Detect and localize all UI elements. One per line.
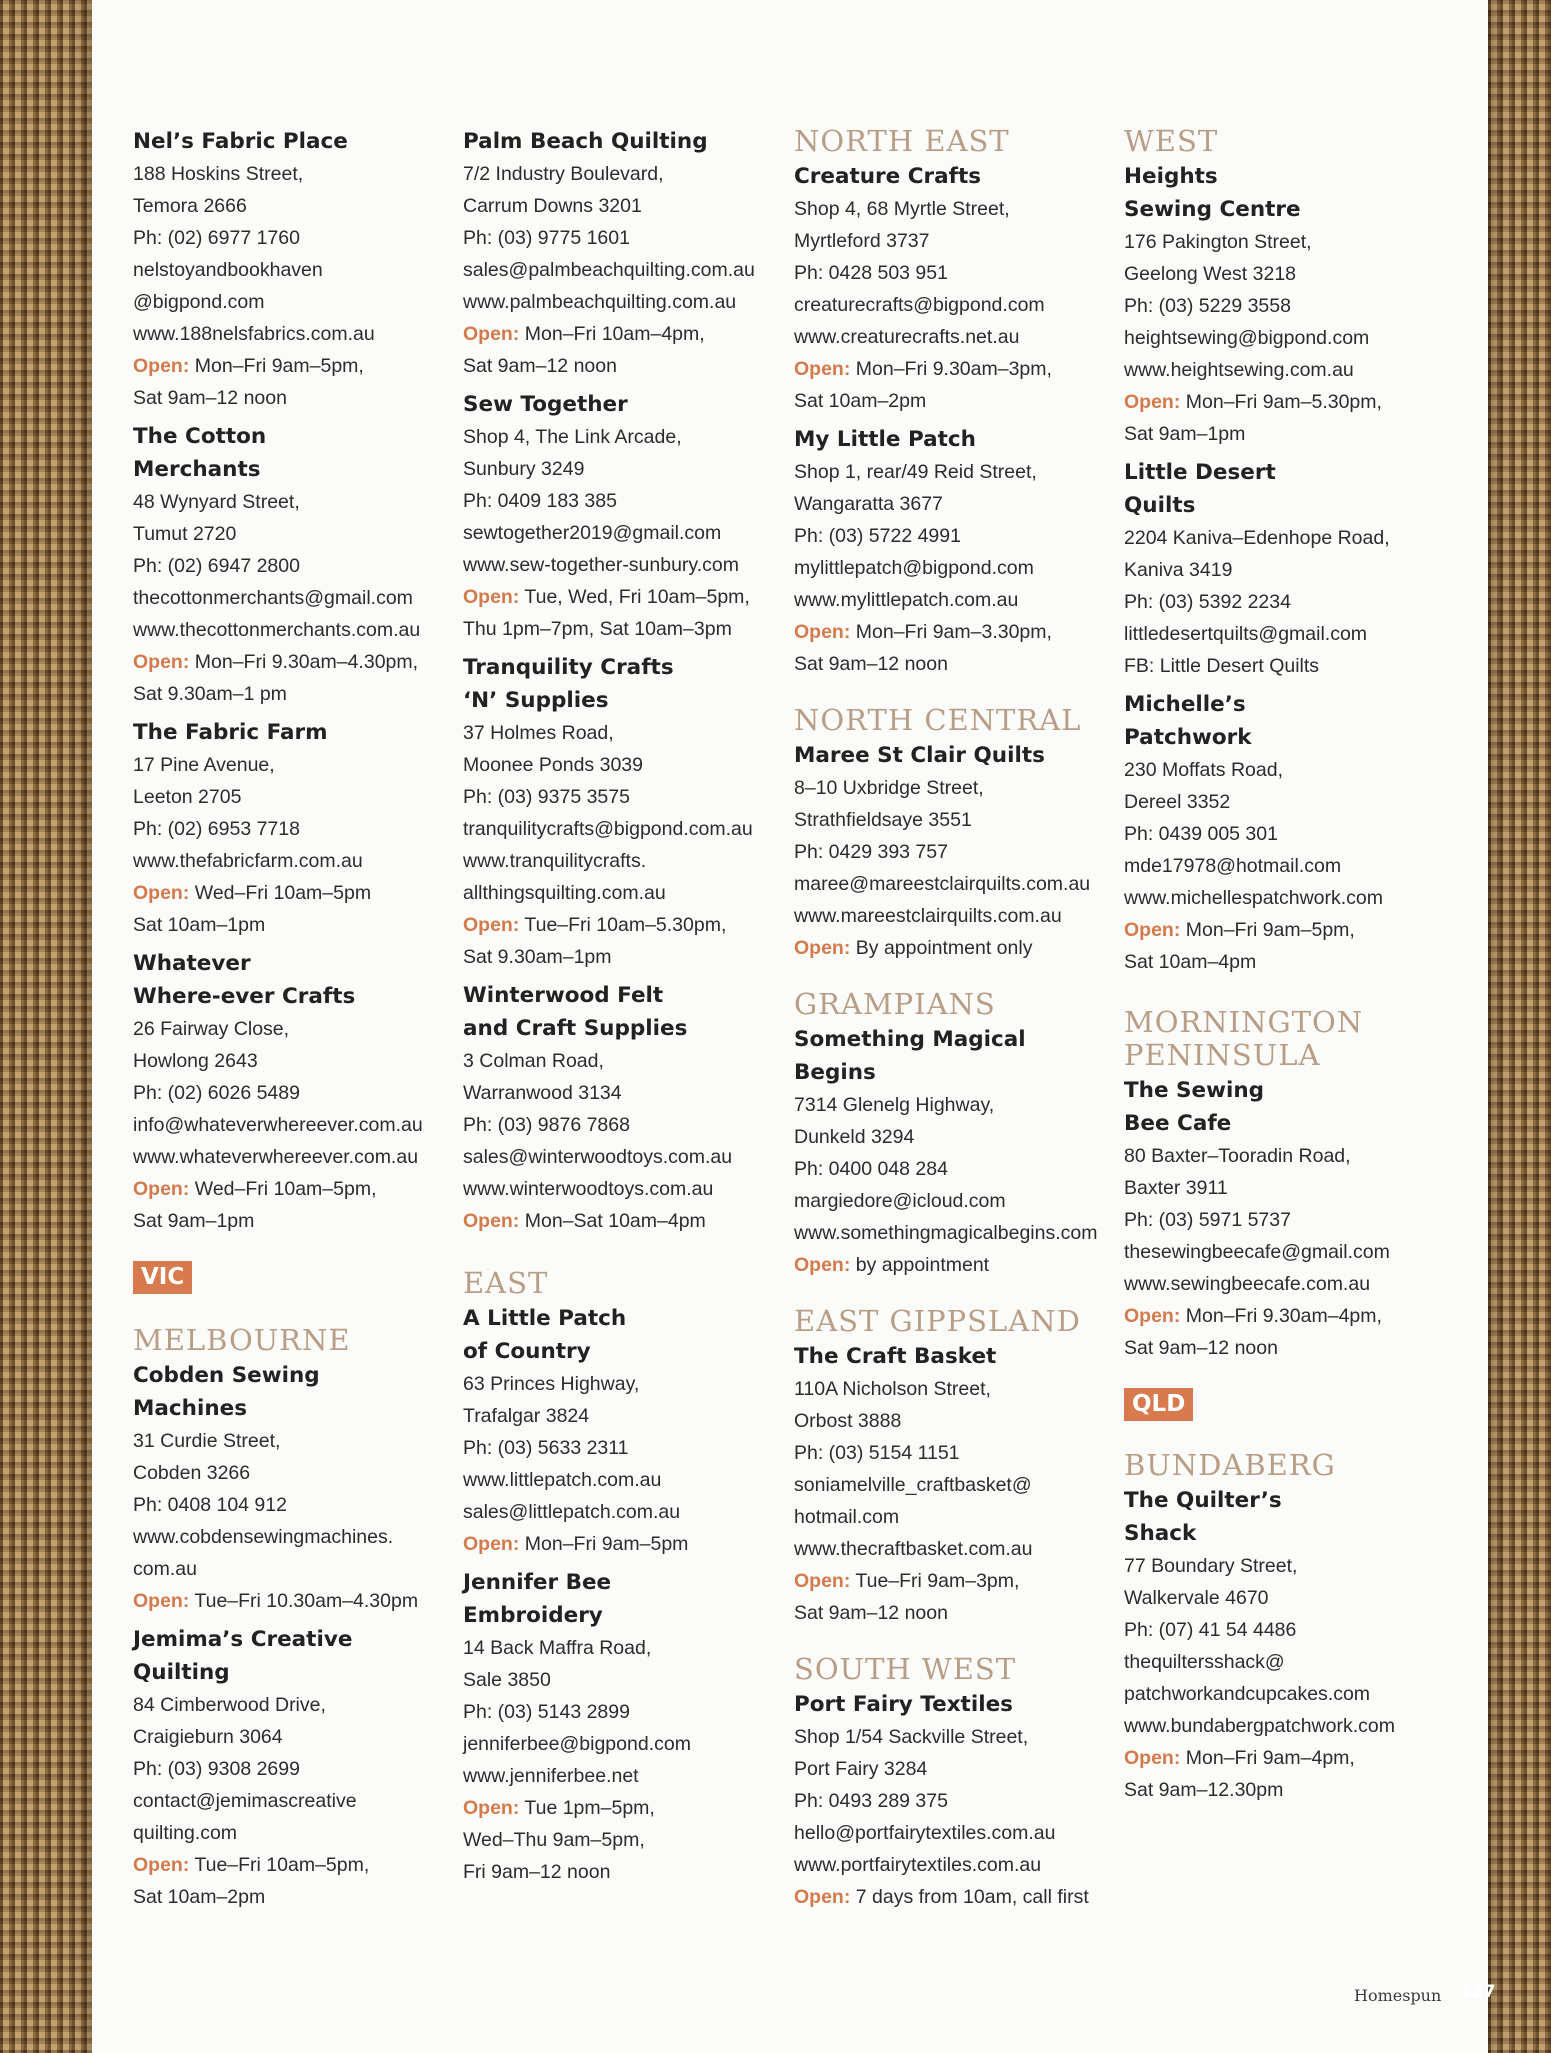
region-heading: BUNDABERG xyxy=(1124,1448,1336,1482)
opening-hours-continued: Sat 9am–1pm xyxy=(133,1210,255,1232)
store-detail: 17 Pine Avenue, xyxy=(133,754,275,776)
store-detail: www.mylittlepatch.com.au xyxy=(794,589,1019,611)
store-name: My Little Patch xyxy=(794,427,976,452)
store-detail: quilting.com xyxy=(133,1822,238,1844)
store-detail: Ph: 0408 104 912 xyxy=(133,1494,287,1516)
column-3 xyxy=(794,125,1104,1913)
store-detail: www.sewingbeecafe.com.au xyxy=(1124,1273,1371,1295)
column-4 xyxy=(1124,125,1434,1806)
store-detail: littledesertquilts@gmail.com xyxy=(1124,623,1368,645)
store-detail: hotmail.com xyxy=(794,1506,900,1528)
store-name: of Country xyxy=(463,1339,591,1364)
store-detail: Ph: 0429 393 757 xyxy=(794,841,948,863)
store-detail: www.michellespatchwork.com xyxy=(1124,887,1383,909)
open-hours-text: 7 days from 10am, call first xyxy=(855,1886,1089,1908)
open-label: Open: xyxy=(463,1210,520,1232)
opening-hours xyxy=(794,932,1104,964)
store-name: Palm Beach Quilting xyxy=(463,129,708,154)
page-number: 127 xyxy=(1460,1982,1496,2002)
store-name: Little Desert xyxy=(1124,460,1276,485)
open-label: Open: xyxy=(133,882,190,904)
store-detail: Leeton 2705 xyxy=(133,786,242,808)
store-detail: Walkervale 4670 xyxy=(1124,1587,1269,1609)
store-detail: Kaniva 3419 xyxy=(1124,559,1233,581)
store-detail: soniamelville_craftbasket@ xyxy=(794,1474,1032,1496)
store-detail: Craigieburn 3064 xyxy=(133,1726,283,1748)
store-detail: 80 Baxter–Tooradin Road, xyxy=(1124,1145,1351,1167)
store-detail: Ph: (03) 9308 2699 xyxy=(133,1758,300,1780)
store-name: Something Magical Begins xyxy=(794,1027,1026,1085)
store-detail: Ph: (07) 41 54 4486 xyxy=(1124,1619,1297,1641)
store-detail: www.mareestclairquilts.com.au xyxy=(794,905,1062,927)
store-detail: Cobden 3266 xyxy=(133,1462,251,1484)
open-hours-text: Mon–Fri 9am–5pm, xyxy=(1185,919,1355,941)
store-name: Embroidery xyxy=(463,1603,603,1628)
open-hours-text: Tue–Fri 10am–5pm, xyxy=(194,1854,370,1876)
store-detail: thequiltersshack@ xyxy=(1124,1651,1285,1673)
opening-hours xyxy=(463,581,773,613)
store-name: Patchwork xyxy=(1124,725,1252,750)
store-detail: sewtogether2019@gmail.com xyxy=(463,522,722,544)
store-name: Maree St Clair Quilts xyxy=(794,743,1045,768)
store-name: Bee Cafe xyxy=(1124,1111,1232,1136)
open-hours-text: Tue 1pm–5pm, xyxy=(524,1797,655,1819)
store-detail: heightsewing@bigpond.com xyxy=(1124,327,1370,349)
opening-hours xyxy=(1124,386,1434,418)
store-detail: allthingsquilting.com.au xyxy=(463,882,666,904)
open-hours-text: Mon–Fri 9am–5pm, xyxy=(194,355,364,377)
store-detail: Strathfieldsaye 3551 xyxy=(794,809,972,831)
store-detail: Shop 4, The Link Arcade, xyxy=(463,426,682,448)
store-detail: nelstoyandbookhaven xyxy=(133,259,323,281)
store-detail: Dunkeld 3294 xyxy=(794,1126,915,1148)
open-label: Open: xyxy=(794,1254,851,1276)
open-label: Open: xyxy=(463,914,520,936)
store-listing xyxy=(133,716,443,941)
region-heading: WEST xyxy=(1124,124,1219,158)
store-detail: @bigpond.com xyxy=(133,291,265,313)
opening-hours-continued: Fri 9am–12 noon xyxy=(463,1861,611,1883)
store-detail: Ph: (03) 5229 3558 xyxy=(1124,295,1291,317)
store-detail: Ph: 0409 183 385 xyxy=(463,490,617,512)
store-detail: creaturecrafts@bigpond.com xyxy=(794,294,1045,316)
store-detail: FB: Little Desert Quilts xyxy=(1124,655,1320,677)
store-listing xyxy=(463,1566,773,1888)
store-detail: 110A Nicholson Street, xyxy=(794,1378,991,1400)
store-detail: Ph: 0400 048 284 xyxy=(794,1158,948,1180)
store-name: Quilting xyxy=(133,1660,230,1685)
open-label: Open: xyxy=(463,1797,520,1819)
open-label: Open: xyxy=(794,1886,851,1908)
store-detail: Myrtleford 3737 xyxy=(794,230,930,252)
opening-hours-continued: Sat 10am–2pm xyxy=(133,1886,266,1908)
store-detail: thesewingbeecafe@gmail.com xyxy=(1124,1241,1390,1263)
store-listing xyxy=(794,160,1104,417)
store-detail: mde17978@hotmail.com xyxy=(1124,855,1342,877)
store-detail: Sunbury 3249 xyxy=(463,458,585,480)
open-hours-text: Tue–Fri 10.30am–4.30pm xyxy=(194,1590,419,1612)
store-detail: Ph: (02) 6947 2800 xyxy=(133,555,300,577)
store-detail: Trafalgar 3824 xyxy=(463,1405,590,1427)
open-label: Open: xyxy=(133,1854,190,1876)
store-listing xyxy=(463,1302,773,1560)
store-detail: jenniferbee@bigpond.com xyxy=(463,1733,691,1755)
opening-hours xyxy=(133,646,443,678)
store-name: Nel’s Fabric Place xyxy=(133,129,348,154)
store-detail: Ph: (03) 5722 4991 xyxy=(794,525,961,547)
region-heading: NORTH CENTRAL xyxy=(794,703,1082,737)
store-detail: www.winterwoodtoys.com.au xyxy=(463,1178,714,1200)
opening-hours-continued: Sat 9am–12 noon xyxy=(463,355,617,377)
open-hours-text: Mon–Fri 9am–5.30pm, xyxy=(1185,391,1382,413)
store-detail: Ph: (03) 9876 7868 xyxy=(463,1114,630,1136)
store-listing xyxy=(1124,1484,1434,1806)
opening-hours xyxy=(463,1528,773,1560)
store-detail: Ph: 0493 289 375 xyxy=(794,1790,948,1812)
open-label: Open: xyxy=(794,621,851,643)
store-detail: www.portfairytextiles.com.au xyxy=(794,1854,1042,1876)
store-detail: www.thefabricfarm.com.au xyxy=(133,850,363,872)
store-detail: www.cobdensewingmachines. xyxy=(133,1526,394,1548)
store-detail: Moonee Ponds 3039 xyxy=(463,754,643,776)
region-heading: EAST xyxy=(463,1266,549,1300)
store-name: Heights xyxy=(1124,164,1218,189)
opening-hours xyxy=(794,616,1104,648)
store-name: Machines xyxy=(133,1396,248,1421)
store-name: The Craft Basket xyxy=(794,1344,997,1369)
store-detail: tranquilitycrafts@bigpond.com.au xyxy=(463,818,753,840)
store-detail: 37 Holmes Road, xyxy=(463,722,614,744)
store-listing xyxy=(794,1340,1104,1629)
store-listing xyxy=(794,1688,1104,1913)
open-hours-text: Mon–Fri 9.30am–3pm, xyxy=(855,358,1052,380)
open-label: Open: xyxy=(463,323,520,345)
store-detail: info@whateverwhereever.com.au xyxy=(133,1114,423,1136)
store-detail: Temora 2666 xyxy=(133,195,247,217)
store-detail: sales@palmbeachquilting.com.au xyxy=(463,259,755,281)
store-detail: Tumut 2720 xyxy=(133,523,237,545)
region-heading: EAST GIPPSLAND xyxy=(794,1304,1081,1338)
store-detail: Ph: (03) 9375 3575 xyxy=(463,786,630,808)
store-detail: sales@littlepatch.com.au xyxy=(463,1501,681,1523)
store-detail: Orbost 3888 xyxy=(794,1410,902,1432)
store-detail: margiedore@icloud.com xyxy=(794,1190,1006,1212)
store-name: The Sewing xyxy=(1124,1078,1265,1103)
store-detail: Ph: (03) 9775 1601 xyxy=(463,227,630,249)
store-detail: maree@mareestclairquilts.com.au xyxy=(794,873,1091,895)
store-listing xyxy=(1124,688,1434,978)
open-hours-text: Tue–Fri 9am–3pm, xyxy=(855,1570,1020,1592)
open-hours-text: Mon–Fri 9am–5pm xyxy=(524,1533,689,1555)
opening-hours xyxy=(133,1173,443,1205)
opening-hours-continued: Wed–Thu 9am–5pm, xyxy=(463,1829,645,1851)
opening-hours-continued: Sat 9.30am–1pm xyxy=(463,946,612,968)
store-detail: 230 Moffats Road, xyxy=(1124,759,1283,781)
store-detail: www.whateverwhereever.com.au xyxy=(133,1146,419,1168)
store-detail: hello@portfairytextiles.com.au xyxy=(794,1822,1056,1844)
store-detail: www.bundabergpatchwork.com xyxy=(1124,1715,1395,1737)
store-detail: Baxter 3911 xyxy=(1124,1177,1228,1199)
store-name: Port Fairy Textiles xyxy=(794,1692,1013,1717)
store-listing xyxy=(463,979,773,1237)
opening-hours xyxy=(133,877,443,909)
store-detail: Ph: (03) 5633 2311 xyxy=(463,1437,629,1459)
store-detail: 3 Colman Road, xyxy=(463,1050,604,1072)
open-hours-text: Mon–Fri 9.30am–4pm, xyxy=(1185,1305,1382,1327)
opening-hours-continued: Sat 10am–4pm xyxy=(1124,951,1257,973)
store-detail: www.creaturecrafts.net.au xyxy=(794,326,1020,348)
store-detail: www.somethingmagicalbegins.com xyxy=(794,1222,1098,1244)
open-hours-text: Mon–Fri 9am–4pm, xyxy=(1185,1747,1355,1769)
open-label: Open: xyxy=(1124,391,1181,413)
region-heading: NORTH EAST xyxy=(794,124,1010,158)
store-name: Michelle’s xyxy=(1124,692,1246,717)
opening-hours xyxy=(794,1881,1104,1913)
store-name: Jennifer Bee xyxy=(463,1570,612,1595)
store-detail: Shop 1/54 Sackville Street, xyxy=(794,1726,1029,1748)
store-detail: 77 Boundary Street, xyxy=(1124,1555,1298,1577)
store-detail: Sale 3850 xyxy=(463,1669,551,1691)
store-detail: Ph: (02) 6977 1760 xyxy=(133,227,300,249)
store-name: Jemima’s Creative xyxy=(133,1627,353,1652)
opening-hours-continued: Sat 9am–12 noon xyxy=(794,653,948,675)
store-name: Creature Crafts xyxy=(794,164,982,189)
opening-hours xyxy=(794,1249,1104,1281)
store-listing xyxy=(1124,160,1434,450)
store-detail: Port Fairy 3284 xyxy=(794,1758,928,1780)
open-hours-text: By appointment only xyxy=(855,937,1033,959)
store-detail: Wangaratta 3677 xyxy=(794,493,943,515)
open-label: Open: xyxy=(463,1533,520,1555)
state-badge: VIC xyxy=(133,1261,192,1294)
store-detail: patchworkandcupcakes.com xyxy=(1124,1683,1371,1705)
store-detail: contact@jemimascreative xyxy=(133,1790,357,1812)
open-label: Open: xyxy=(463,586,520,608)
region-heading: GRAMPIANS xyxy=(794,987,996,1021)
store-name: Winterwood Felt xyxy=(463,983,664,1008)
opening-hours xyxy=(1124,914,1434,946)
store-name: Merchants xyxy=(133,457,261,482)
store-detail: 48 Wynyard Street, xyxy=(133,491,300,513)
store-detail: 7314 Glenelg Highway, xyxy=(794,1094,995,1116)
store-detail: Ph: 0439 005 301 xyxy=(1124,823,1278,845)
store-name: Sew Together xyxy=(463,392,628,417)
store-detail: 84 Cimberwood Drive, xyxy=(133,1694,326,1716)
store-detail: Shop 1, rear/49 Reid Street, xyxy=(794,461,1037,483)
store-name: The Fabric Farm xyxy=(133,720,328,745)
open-hours-text: Mon–Fri 10am–4pm, xyxy=(524,323,705,345)
opening-hours xyxy=(794,353,1104,385)
open-hours-text: Wed–Fri 10am–5pm xyxy=(194,882,372,904)
opening-hours-continued: Sat 9am–1pm xyxy=(1124,423,1246,445)
open-label: Open: xyxy=(133,651,190,673)
opening-hours xyxy=(463,318,773,350)
store-detail: sales@winterwoodtoys.com.au xyxy=(463,1146,733,1168)
store-name: ‘N’ Supplies xyxy=(463,688,609,713)
store-listing xyxy=(463,651,773,973)
opening-hours-continued: Sat 10am–1pm xyxy=(133,914,266,936)
store-detail: www.heightsewing.com.au xyxy=(1124,359,1354,381)
open-label: Open: xyxy=(1124,1305,1181,1327)
opening-hours xyxy=(133,1849,443,1881)
opening-hours xyxy=(463,1792,773,1824)
store-detail: 7/2 Industry Boulevard, xyxy=(463,163,664,185)
store-detail: www.tranquilitycrafts. xyxy=(463,850,647,872)
store-name: Shack xyxy=(1124,1521,1197,1546)
opening-hours xyxy=(1124,1742,1434,1774)
opening-hours-continued: Sat 9am–12 noon xyxy=(794,1602,948,1624)
store-detail: 176 Pakington Street, xyxy=(1124,231,1312,253)
store-detail: Ph: (02) 6953 7718 xyxy=(133,818,300,840)
region-heading: SOUTH WEST xyxy=(794,1652,1017,1686)
opening-hours xyxy=(463,909,773,941)
open-label: Open: xyxy=(794,937,851,959)
store-detail: Warranwood 3134 xyxy=(463,1082,622,1104)
open-hours-text: Tue, Wed, Fri 10am–5pm, xyxy=(524,586,750,608)
opening-hours xyxy=(1124,1300,1434,1332)
opening-hours xyxy=(133,350,443,382)
store-detail: Ph: (02) 6026 5489 xyxy=(133,1082,300,1104)
store-detail: Dereel 3352 xyxy=(1124,791,1231,813)
store-name: and Craft Supplies xyxy=(463,1016,688,1041)
store-detail: www.188nelsfabrics.com.au xyxy=(133,323,375,345)
store-detail: 188 Hoskins Street, xyxy=(133,163,304,185)
store-listing xyxy=(1124,1074,1434,1364)
store-detail: www.littlepatch.com.au xyxy=(463,1469,662,1491)
store-detail: Ph: 0428 503 951 xyxy=(794,262,948,284)
store-detail: Ph: (03) 5154 1151 xyxy=(794,1442,960,1464)
store-listing xyxy=(463,388,773,645)
store-listing xyxy=(794,423,1104,680)
store-listing xyxy=(1124,456,1434,682)
opening-hours xyxy=(794,1565,1104,1597)
store-listing xyxy=(133,1623,443,1913)
store-detail: www.thecraftbasket.com.au xyxy=(794,1538,1033,1560)
open-label: Open: xyxy=(1124,1747,1181,1769)
open-hours-text: Mon–Fri 9am–3.30pm, xyxy=(855,621,1052,643)
opening-hours-continued: Sat 10am–2pm xyxy=(794,390,927,412)
store-name: Tranquility Crafts xyxy=(463,655,674,680)
store-detail: com.au xyxy=(133,1558,197,1580)
store-detail: mylittlepatch@bigpond.com xyxy=(794,557,1034,579)
store-detail: 31 Curdie Street, xyxy=(133,1430,281,1452)
store-detail: Ph: (03) 5143 2899 xyxy=(463,1701,630,1723)
store-detail: Carrum Downs 3201 xyxy=(463,195,642,217)
store-listing xyxy=(794,1023,1104,1281)
state-badge: QLD xyxy=(1124,1388,1193,1421)
open-hours-text: Mon–Fri 9.30am–4.30pm, xyxy=(194,651,419,673)
store-detail: www.jenniferbee.net xyxy=(463,1765,639,1787)
region-heading: MELBOURNE xyxy=(133,1323,351,1357)
open-hours-text: by appointment xyxy=(855,1254,990,1276)
store-name: Sewing Centre xyxy=(1124,197,1301,222)
store-detail: 8–10 Uxbridge Street, xyxy=(794,777,984,799)
open-label: Open: xyxy=(133,1178,190,1200)
open-label: Open: xyxy=(133,1590,190,1612)
region-heading: MORNINGTON PENINSULA xyxy=(1124,1005,1364,1072)
open-label: Open: xyxy=(133,355,190,377)
opening-hours-continued: Sat 9am–12 noon xyxy=(133,387,287,409)
store-listing xyxy=(133,420,443,710)
store-detail: Ph: (03) 5971 5737 xyxy=(1124,1209,1291,1231)
store-detail: 63 Princes Highway, xyxy=(463,1373,640,1395)
store-detail: www.palmbeachquilting.com.au xyxy=(463,291,737,313)
opening-hours-continued: Sat 9am–12.30pm xyxy=(1124,1779,1284,1801)
store-detail: www.thecottonmerchants.com.au xyxy=(133,619,421,641)
open-hours-text: Wed–Fri 10am–5pm, xyxy=(194,1178,377,1200)
store-listing xyxy=(133,125,443,414)
column-1 xyxy=(133,125,443,1913)
store-listing xyxy=(463,125,773,382)
store-detail: Howlong 2643 xyxy=(133,1050,258,1072)
open-hours-text: Tue–Fri 10am–5.30pm, xyxy=(524,914,727,936)
opening-hours xyxy=(463,1205,773,1237)
open-label: Open: xyxy=(794,1570,851,1592)
store-name: A Little Patch xyxy=(463,1306,627,1331)
open-hours-text: Mon–Sat 10am–4pm xyxy=(524,1210,706,1232)
magazine-name: Homespun xyxy=(1354,1986,1442,2005)
store-detail: Geelong West 3218 xyxy=(1124,263,1297,285)
store-name: Whatever xyxy=(133,951,251,976)
store-detail: 14 Back Maffra Road, xyxy=(463,1637,652,1659)
store-detail: thecottonmerchants@gmail.com xyxy=(133,587,413,609)
open-label: Open: xyxy=(794,358,851,380)
store-detail: 26 Fairway Close, xyxy=(133,1018,290,1040)
store-detail: Ph: (03) 5392 2234 xyxy=(1124,591,1291,613)
opening-hours-continued: Thu 1pm–7pm, Sat 10am–3pm xyxy=(463,618,732,640)
store-listing xyxy=(133,1359,443,1617)
store-detail: 2204 Kaniva–Edenhope Road, xyxy=(1124,527,1390,549)
store-detail: www.sew-together-sunbury.com xyxy=(463,554,739,576)
store-name: The Cotton xyxy=(133,424,267,449)
store-detail: Shop 4, 68 Myrtle Street, xyxy=(794,198,1010,220)
store-name: The Quilter’s xyxy=(1124,1488,1282,1513)
opening-hours-continued: Sat 9am–12 noon xyxy=(1124,1337,1278,1359)
open-label: Open: xyxy=(1124,919,1181,941)
store-listing xyxy=(794,739,1104,964)
opening-hours-continued: Sat 9.30am–1 pm xyxy=(133,683,287,705)
store-listing xyxy=(133,947,443,1237)
store-name: Cobden Sewing xyxy=(133,1363,320,1388)
column-2 xyxy=(463,125,773,1888)
store-name: Where-ever Crafts xyxy=(133,984,356,1009)
store-name: Quilts xyxy=(1124,493,1196,518)
opening-hours xyxy=(133,1585,443,1617)
